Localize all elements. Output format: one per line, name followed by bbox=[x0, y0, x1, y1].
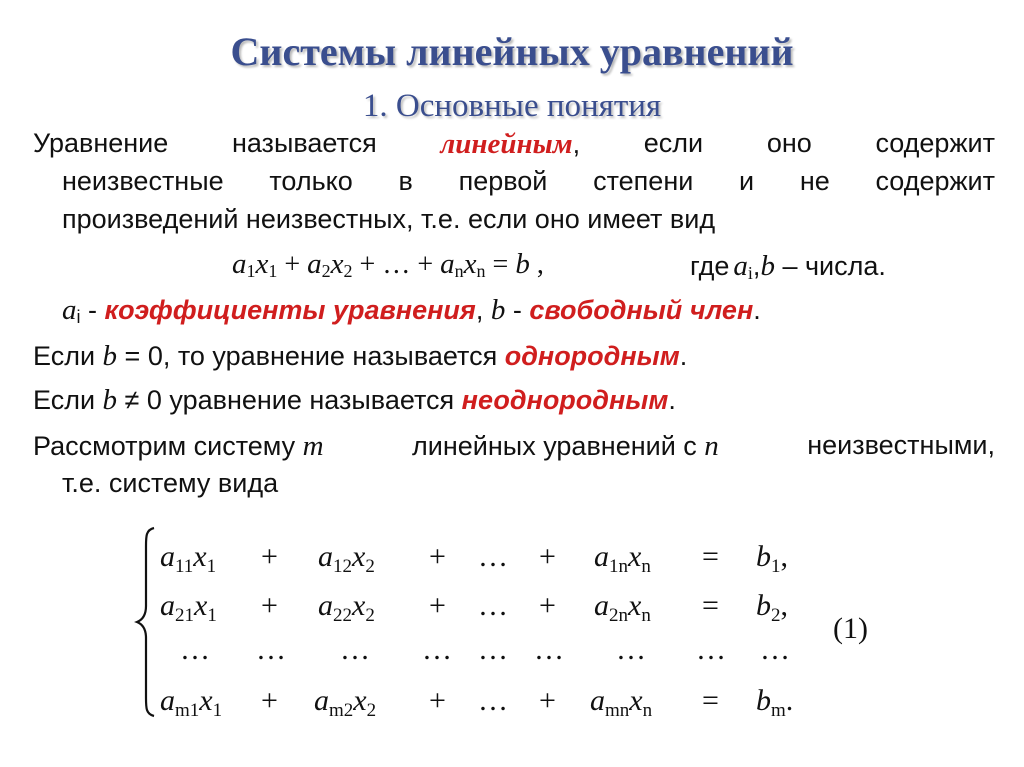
text: Рассмотрим систему bbox=[33, 431, 303, 461]
ellipsis: … bbox=[478, 684, 508, 717]
equals: = bbox=[492, 249, 509, 280]
plus: + bbox=[359, 249, 376, 280]
var-x: x bbox=[255, 248, 269, 280]
var-x: x bbox=[352, 589, 366, 622]
rhs-b: b bbox=[756, 684, 771, 717]
term-free-member: свободный член bbox=[529, 295, 754, 325]
ellipsis: … bbox=[478, 633, 508, 666]
text: неизвестными, bbox=[807, 430, 995, 460]
coef-a: a bbox=[318, 589, 333, 622]
var-a: a bbox=[733, 250, 748, 282]
sub: n bbox=[642, 700, 653, 721]
plus: + bbox=[539, 589, 556, 622]
sub: n bbox=[641, 605, 651, 626]
coef-a: a bbox=[314, 684, 329, 717]
var-x: x bbox=[330, 248, 344, 280]
ellipsis: … bbox=[180, 633, 210, 666]
consider-line-2: т.е. систему вида bbox=[62, 468, 279, 498]
var-b: b bbox=[102, 340, 118, 372]
equals: = bbox=[702, 540, 719, 573]
ellipsis: … bbox=[534, 633, 564, 666]
dash: - bbox=[505, 295, 530, 325]
dash: - bbox=[80, 295, 105, 325]
var-b: b bbox=[490, 294, 506, 326]
slide-title: Системы линейных уравнений bbox=[230, 29, 794, 74]
word: называется bbox=[231, 128, 377, 158]
coef-a: a bbox=[590, 684, 605, 717]
sub: 21 bbox=[175, 605, 194, 626]
text: линейных уравнений с bbox=[412, 431, 705, 461]
var-a: a bbox=[307, 248, 322, 280]
comma: , bbox=[475, 295, 491, 325]
definition-line-1 bbox=[33, 128, 995, 161]
sub: 2 bbox=[366, 700, 377, 721]
equals: = bbox=[702, 589, 719, 622]
ellipsis: … bbox=[478, 540, 508, 573]
sub: 2 bbox=[343, 261, 353, 281]
plus: + bbox=[417, 249, 434, 280]
plus: + bbox=[261, 540, 278, 573]
text: Если bbox=[33, 341, 103, 371]
sub: 1 bbox=[771, 556, 781, 577]
term-inhomogeneous: неоднородным bbox=[461, 385, 669, 415]
var-a: a bbox=[62, 294, 77, 326]
ellipsis: … bbox=[616, 633, 646, 666]
coefficients-line bbox=[62, 294, 761, 327]
plus: + bbox=[539, 684, 556, 717]
sub: n bbox=[641, 556, 651, 577]
coef-a: a bbox=[160, 684, 175, 717]
term-linear: линейным bbox=[440, 128, 573, 160]
var-x: x bbox=[194, 589, 208, 622]
homogeneous-line bbox=[33, 340, 687, 373]
system-row-3-ellipsis bbox=[0, 633, 1024, 673]
text: = 0, то уравнение называется bbox=[117, 341, 505, 371]
sub: 1 bbox=[246, 261, 256, 281]
slide-subtitle: 1. Основные понятия bbox=[362, 88, 662, 124]
system-row-1 bbox=[0, 540, 1024, 580]
plus: + bbox=[284, 249, 301, 280]
definition-line-3: произведений неизвестных, т.е. если оно имеет вид bbox=[62, 204, 716, 234]
system-row-4 bbox=[0, 684, 1024, 724]
word: оно bbox=[766, 128, 812, 158]
comma: , bbox=[536, 249, 544, 280]
rhs-b: b bbox=[756, 540, 771, 573]
period: . bbox=[753, 295, 761, 325]
text: Если bbox=[33, 385, 103, 415]
text: ≠ 0 уравнение называется bbox=[117, 385, 462, 415]
ellipsis: … bbox=[256, 633, 286, 666]
sub: 2 bbox=[321, 261, 331, 281]
var-x: x bbox=[629, 684, 643, 717]
period: . bbox=[668, 385, 676, 415]
var-x: x bbox=[353, 684, 367, 717]
tail: – числа. bbox=[774, 251, 886, 281]
sub: 2 bbox=[365, 605, 375, 626]
where-word: где bbox=[690, 251, 730, 281]
ellipsis: … bbox=[696, 633, 726, 666]
sub: 2 bbox=[771, 605, 781, 626]
sub: 1 bbox=[206, 556, 217, 577]
coef-a: a bbox=[160, 589, 175, 622]
coef-a: a bbox=[318, 540, 333, 573]
ellipsis: … bbox=[478, 589, 508, 622]
system-row-2 bbox=[0, 589, 1024, 629]
var-x: x bbox=[628, 540, 642, 573]
ellipsis: … bbox=[340, 633, 370, 666]
word: содержит bbox=[875, 128, 995, 158]
sub: 2 bbox=[365, 556, 375, 577]
equation-number: (1) bbox=[833, 612, 868, 645]
var-x: x bbox=[463, 248, 477, 280]
period: . bbox=[679, 341, 688, 371]
ellipsis: … bbox=[760, 633, 790, 666]
sub: 1n bbox=[609, 556, 628, 577]
plus: + bbox=[261, 684, 278, 717]
coef-a: a bbox=[594, 589, 609, 622]
sub: 22 bbox=[333, 605, 352, 626]
period: . bbox=[785, 684, 794, 717]
comma: , bbox=[752, 251, 761, 281]
var-m: m bbox=[302, 430, 324, 462]
sub: 11 bbox=[175, 556, 194, 577]
comma: , bbox=[780, 589, 788, 622]
sub: 1 bbox=[207, 605, 217, 626]
var-a: a bbox=[232, 248, 247, 280]
plus: + bbox=[429, 684, 446, 717]
ellipsis: … bbox=[422, 633, 452, 666]
inhomogeneous-line bbox=[33, 384, 676, 417]
sub: mn bbox=[605, 700, 630, 721]
var-a: a bbox=[440, 248, 455, 280]
rhs-b: b bbox=[756, 589, 771, 622]
var-b: b bbox=[760, 250, 775, 282]
plus: + bbox=[261, 589, 278, 622]
plus: + bbox=[429, 589, 446, 622]
plus: + bbox=[539, 540, 556, 573]
term-homogeneous: однородным bbox=[504, 341, 680, 371]
formula-where-clause bbox=[690, 250, 886, 283]
sub: 2n bbox=[609, 605, 628, 626]
sub: m1 bbox=[175, 700, 200, 721]
coef-a: a bbox=[160, 540, 175, 573]
sub: m2 bbox=[329, 700, 354, 721]
equals: = bbox=[702, 684, 719, 717]
term-coefficients: коэффициенты уравнения bbox=[104, 295, 476, 325]
sub: 1 bbox=[268, 261, 278, 281]
word: Уравнение bbox=[33, 128, 169, 158]
var-x: x bbox=[193, 540, 207, 573]
var-b: b bbox=[515, 248, 530, 280]
var-n: n bbox=[704, 430, 719, 462]
definition-line-2: неизвестные только в первой степени и не содержит bbox=[62, 166, 995, 196]
sub: 1 bbox=[212, 700, 223, 721]
sub: i bbox=[747, 263, 753, 283]
var-b: b bbox=[102, 384, 118, 416]
word: если bbox=[643, 128, 704, 158]
comma: , bbox=[572, 129, 581, 159]
var-x: x bbox=[199, 684, 213, 717]
plus: + bbox=[429, 540, 446, 573]
coef-a: a bbox=[594, 540, 609, 573]
ellipsis: … bbox=[382, 249, 411, 280]
sub: 12 bbox=[333, 556, 352, 577]
var-x: x bbox=[352, 540, 366, 573]
sub: i bbox=[76, 307, 81, 327]
consider-line-1 bbox=[33, 430, 995, 463]
sub: n bbox=[454, 261, 464, 281]
var-x: x bbox=[628, 589, 642, 622]
sub: n bbox=[476, 261, 486, 281]
comma: , bbox=[780, 540, 788, 573]
sub: m bbox=[771, 700, 786, 721]
linear-equation-formula bbox=[232, 248, 544, 281]
